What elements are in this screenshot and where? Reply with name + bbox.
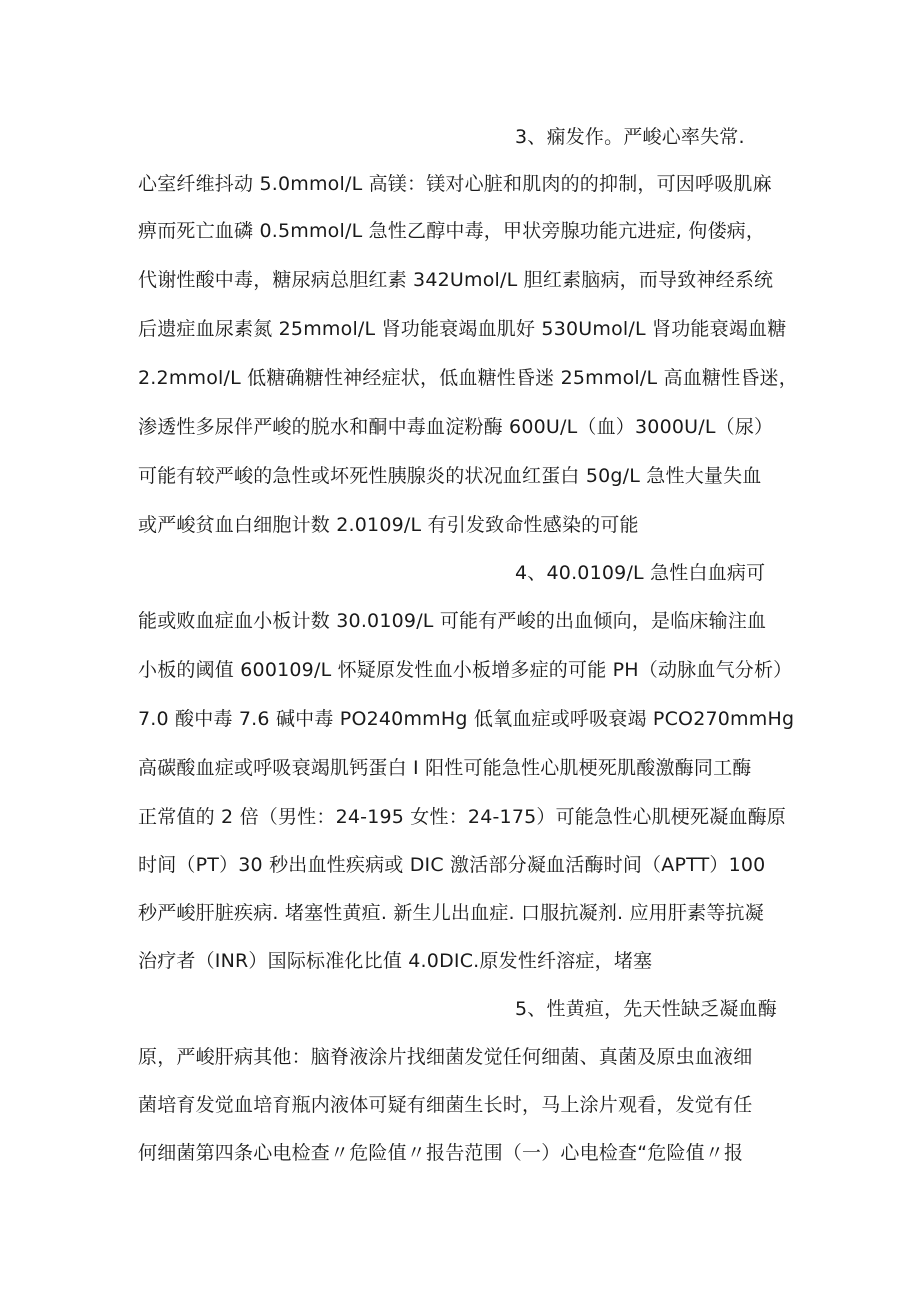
text-line: 后遗症血尿素氮 25mmol/L 肾功能衰竭血肌好 530Umol/L 肾功能衰竭血糖 (138, 318, 787, 340)
text-line: 2.2mmol/L 低糖确糖性神经症状，低血糖性昏迷 25mmol/L 高血糖性昏迷， (138, 367, 798, 389)
text-line: 原，严峻肝病其他：脑脊液涂片找细菌发觉任何细菌、真菌及原虫血液细 (138, 1046, 753, 1068)
text-line: 痹而死亡血磷 0.5mmol/L 急性乙醇中毒，甲状旁腺功能亢进症, 佝偻病， (138, 220, 766, 242)
text-line: 渗透性多尿伴严峻的脱水和酮中毒血淀粉酶 600U/L（血）3000U/L（尿） (138, 416, 774, 438)
section-4-heading: 4、40.0109/L 急性白血病可 (515, 562, 766, 584)
text-line: 高碳酸血症或呼吸衰竭肌钙蛋白 I 阳性可能急性心肌梗死肌酸激酶同工酶 (138, 757, 752, 779)
text-line: 7.0 酸中毒 7.6 碱中毒 PO240mmHg 低氧血症或呼吸衰竭 PCO270mmHg (138, 708, 795, 730)
text-line: 秒严峻肝脏疾病. 堵塞性黄疸. 新生儿出血症. 口服抗凝剂. 应用肝素等抗凝 (138, 902, 764, 924)
text-line: 心室纤维抖动 5.0mmol/L 高镁：镁对心脏和肌肉的的抑制，可因呼吸肌麻 (138, 173, 772, 195)
section-5-heading: 5、性黄疸，先天性缺乏凝血酶 (515, 998, 777, 1020)
section-3-heading: 3、痫发作。严峻心率失常. (515, 126, 745, 148)
text-line: 代谢性酸中毒，糖尿病总胆红素 342Umol/L 胆红素脑病，而导致神经系统 (138, 269, 774, 291)
text-line: 能或败血症血小板计数 30.0109/L 可能有严峻的出血倾向，是临床输注血 (138, 610, 767, 632)
text-line: 可能有较严峻的急性或坏死性胰腺炎的状况血红蛋白 50g/L 急性大量失血 (138, 465, 762, 487)
text-line: 治疗者（INR）国际标准化比值 4.0DIC.原发性纤溶症，堵塞 (138, 950, 653, 972)
text-line: 菌培育发觉血培育瓶内液体可疑有细菌生长时，马上涂片观看，发觉有任 (138, 1094, 753, 1116)
text-line: 时间（PT）30 秒出血性疾病或 DIC 激活部分凝血活酶时间（APTT）100 (138, 854, 766, 876)
text-line: 小板的阈值 600109/L 怀疑原发性血小板增多症的可能 PH（动脉血气分析） (138, 659, 793, 681)
text-line: 何细菌第四条心电检查〃危险值〃报告范围（一）心电检查“危险值〃报 (138, 1142, 744, 1164)
text-line: 或严峻贫血白细胞计数 2.0109/L 有引发致命性感染的可能 (138, 514, 639, 536)
text-line: 正常值的 2 倍（男性：24-195 女性：24-175）可能急性心肌梗死凝血酶原 (138, 806, 787, 828)
